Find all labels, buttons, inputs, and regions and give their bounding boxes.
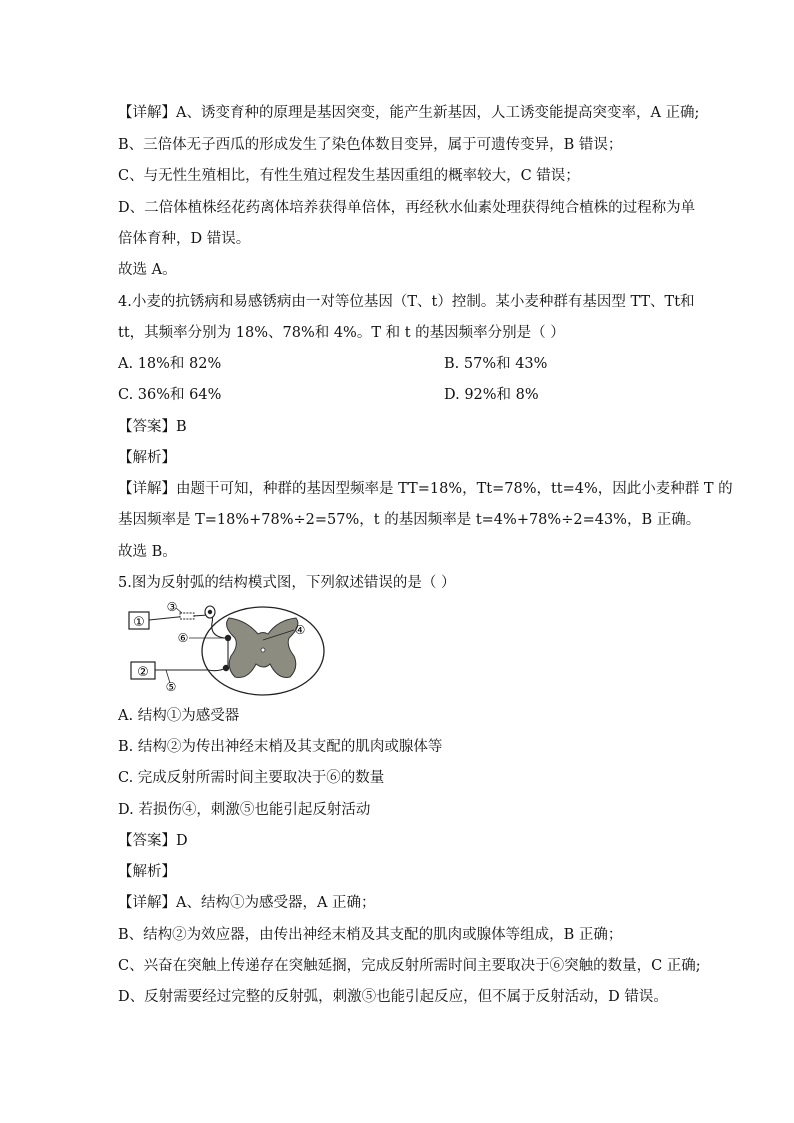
q3-detail-a: 【详解】A、诱变育种的原理是基因突变，能产生新基因，人工诱变能提高突变率，A 正确; bbox=[118, 105, 700, 121]
label-6: ⑥ bbox=[177, 631, 189, 645]
q4-answer: 【答案】B bbox=[118, 419, 187, 435]
q4-option-d: D. 92%和 8% bbox=[444, 387, 539, 403]
q5-option-c: C. 完成反射所需时间主要取决于⑥的数量 bbox=[118, 770, 385, 786]
nerve-segment-3 bbox=[180, 613, 194, 619]
q5-answer: 【答案】D bbox=[118, 833, 188, 849]
q4-stem-line2: tt，其频率分别为 18%、78%和 4%。T 和 t 的基因频率分别是（ ） bbox=[118, 325, 565, 341]
label-3: ③ bbox=[166, 600, 178, 614]
q5-analysis-heading: 【解析】 bbox=[118, 864, 176, 880]
q3-detail-d-line2: 倍体育种，D 错误。 bbox=[118, 231, 251, 247]
q4-conclusion: 故选 B。 bbox=[118, 544, 177, 560]
q3-detail-b: B、三倍体无子西瓜的形成发生了染色体数目变异，属于可遗传变异，B 错误； bbox=[118, 137, 623, 153]
q4-stem-line1: 4.小麦的抗锈病和易感锈病由一对等位基因（T、t）控制。某小麦种群有基因型 TT、Tt和 bbox=[118, 294, 695, 310]
label-1: ① bbox=[133, 615, 145, 630]
central-canal bbox=[261, 648, 265, 652]
q5-option-b: B. 结构②为传出神经末梢及其支配的肌肉或腺体等 bbox=[118, 739, 443, 755]
ganglion-cell-body bbox=[208, 610, 212, 614]
q4-detail-line2: 基因频率是 T=18%+78%÷2=57%，t 的基因频率是 t=4%+78%÷2=43%，B 正确。 bbox=[118, 512, 701, 528]
q3-detail-c: C、与无性生殖相比，有性生殖过程发生基因重组的概率较大，C 错误； bbox=[118, 168, 580, 184]
label-5: ⑤ bbox=[165, 680, 177, 694]
q5-stem: 5.图为反射弧的结构模式图，下列叙述错误的是（ ） bbox=[118, 575, 456, 591]
q3-conclusion: 故选 A。 bbox=[118, 262, 177, 278]
q4-option-a: A. 18%和 82% bbox=[118, 356, 222, 372]
q5-option-a: A. 结构①为感受器 bbox=[118, 708, 240, 724]
q5-detail-d: D、反射需要经过完整的反射弧，刺激⑤也能引起反应，但不属于反射活动，D 错误。 bbox=[118, 989, 668, 1005]
q4-detail-line1: 【详解】由题干可知，种群的基因型频率是 TT=18%，Tt=78%，tt=4%，因此小麦种群 T 的 bbox=[118, 481, 733, 497]
q3-detail-d-line1: D、二倍体植株经花药离体培养获得单倍体，再经秋水仙素处理获得纯合植株的过程称为单 bbox=[118, 200, 696, 216]
q4-option-b: B. 57%和 43% bbox=[444, 356, 548, 372]
label-2: ② bbox=[137, 665, 149, 680]
q5-detail-a: 【详解】A、结构①为感受器，A 正确； bbox=[118, 895, 376, 911]
label-4: ④ bbox=[294, 623, 306, 637]
q5-detail-c: C、兴奋在突触上传递存在突触延搁，完成反射所需时间主要取决于⑥突触的数量，C 正确; bbox=[118, 958, 701, 974]
q5-detail-b: B、结构②为效应器，由传出神经末梢及其支配的肌肉或腺体等组成，B 正确； bbox=[118, 927, 623, 943]
q5-option-d: D. 若损伤④，刺激⑤也能引起反射活动 bbox=[118, 802, 371, 818]
q4-analysis-heading: 【解析】 bbox=[118, 450, 176, 466]
reflex-arc-figure bbox=[118, 598, 328, 700]
synapse-upper bbox=[225, 635, 231, 641]
q4-option-c: C. 36%和 64% bbox=[118, 387, 222, 403]
